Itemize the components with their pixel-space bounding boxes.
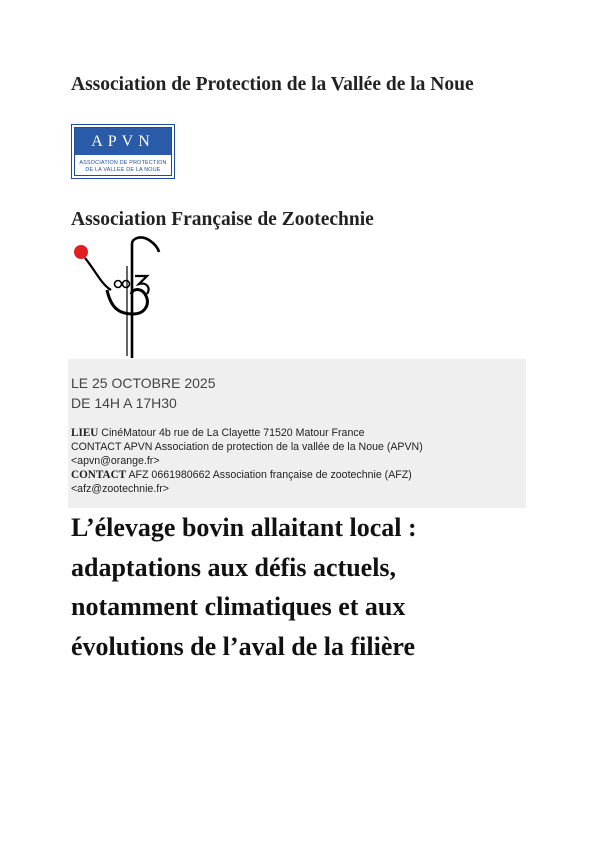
contact-afz-line [71,468,521,482]
apvn-logo-subtitle-line1: ASSOCIATION DE PROTECTION [79,160,167,166]
afz-logo [71,236,171,358]
event-details [71,426,521,496]
lieu-label: LIEU [71,427,99,439]
apvn-logo-frame [74,127,172,176]
apvn-logo-band [75,128,171,155]
headline-line1: L’élevage bovin allaitant local : [71,513,417,542]
lieu-text: CinéMatour 4b rue de La Clayette 71520 Matour France [98,427,365,439]
event-time: DE 14H A 17H30 [71,395,177,411]
event-date: LE 25 OCTOBRE 2025 [71,375,216,391]
contact-afz-text: AFZ 0661980662 Association française de zootechnie (AFZ) [126,469,412,481]
afz-red-dot [74,245,88,259]
contact-apvn-line: CONTACT APVN Association de protection de la vallée de la Noue (APVN) [71,441,423,453]
apvn-organization-name: Association de Protection de la Vallée de la Noue [71,74,474,95]
contact-apvn-email[interactable]: <apvn@orange.fr> [71,455,160,467]
contact-afz-email[interactable]: <afz@zootechnie.fr> [71,483,169,495]
lieu-line [71,426,521,440]
afz-bull-horn-icon [71,236,171,358]
headline-line4: évolutions de l’aval de la filière [71,631,415,661]
headline-line2: adaptations aux défis actuels, [71,552,397,582]
apvn-logo-letters: APVN [91,132,155,150]
contact-afz-label: CONTACT [71,469,127,481]
apvn-logo [71,124,175,179]
afz-organization-name: Association Française de Zootechnie [71,209,374,230]
headline-line3: notamment climatiques et aux [71,592,406,621]
event-headline [71,508,551,666]
apvn-logo-subtitle-line2: DE LA VALLEE DE LA NOUE [85,166,161,173]
apvn-logo-subtitle [79,160,166,173]
